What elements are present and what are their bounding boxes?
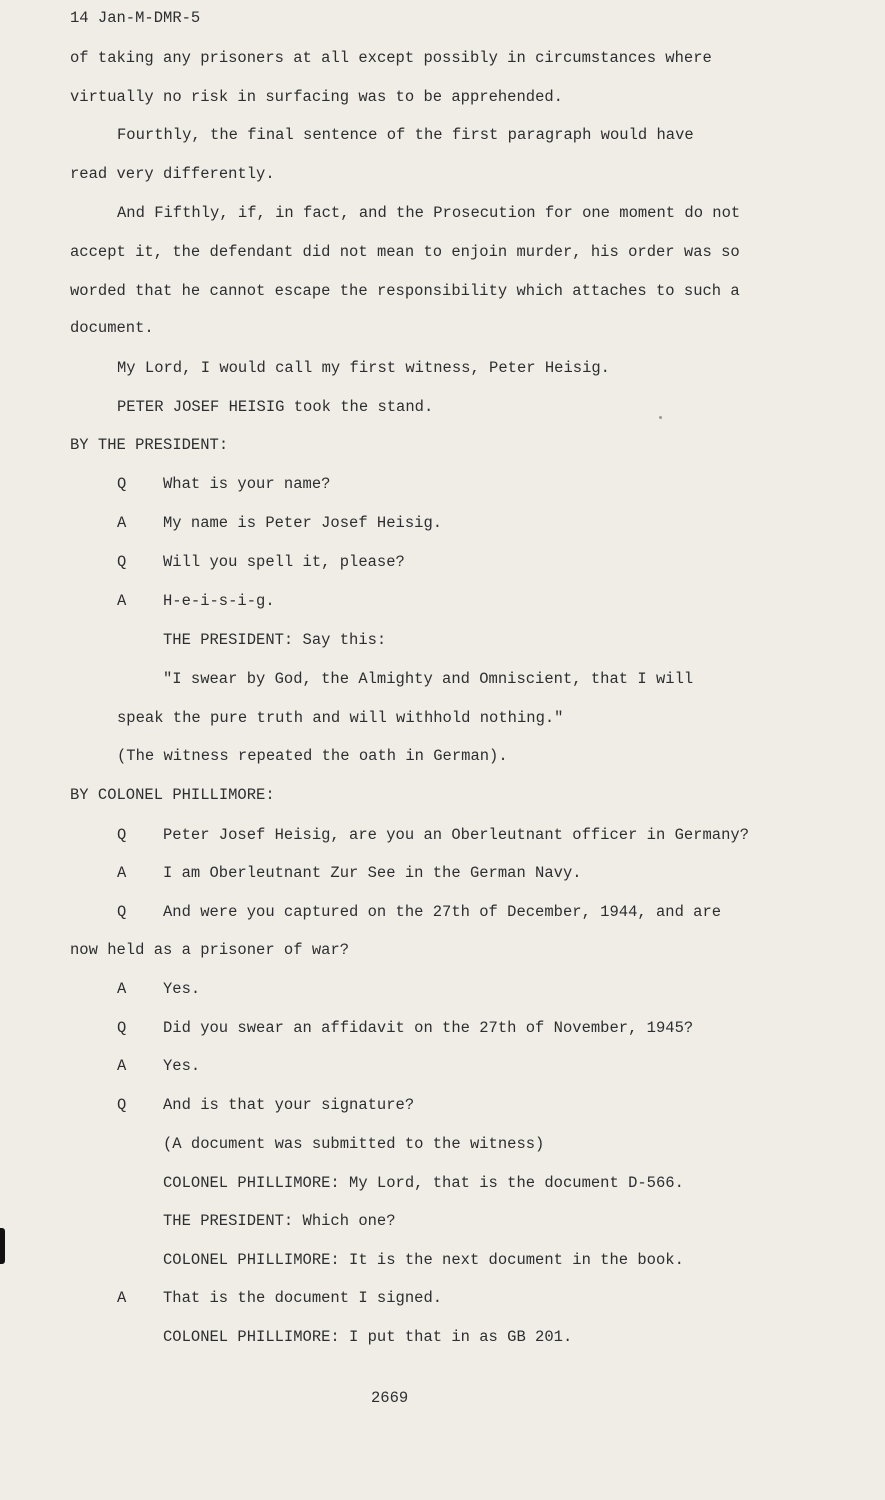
page-number: 2669 [371,1389,409,1407]
speaker-label: Q [117,1019,127,1037]
text-line: And were you captured on the 27th of December, 1944, and are [163,903,722,921]
text-line: of taking any prisoners at all except possibly in circumstances where [70,49,712,67]
text-line: PETER JOSEF HEISIG took the stand. [117,398,434,416]
text-line: My name is Peter Josef Heisig. [163,514,443,532]
text-line: What is your name? [163,475,331,493]
text-line: worded that he cannot escape the responsibility which attaches to such a [70,282,740,300]
speaker-label: A [117,592,127,610]
scan-edge-mark [0,1228,5,1264]
page-header: 14 Jan-M-DMR-5 [70,9,201,27]
text-line: Yes. [163,980,201,998]
text-line: "I swear by God, the Almighty and Omniscient, that I will [163,670,694,688]
text-line: read very differently. [70,165,275,183]
text-line: Did you swear an affidavit on the 27th of November, 1945? [163,1019,694,1037]
speaker-label: A [117,1057,127,1075]
text-line: speak the pure truth and will withhold nothing." [117,709,564,727]
text-line: Peter Josef Heisig, are you an Oberleutnant officer in Germany? [163,826,749,844]
speaker-label: Q [117,475,127,493]
speaker-label: A [117,980,127,998]
text-line: document. [70,319,154,337]
text-line: (The witness repeated the oath in German). [117,747,508,765]
text-line: And Fifthly, if, in fact, and the Prosecution for one moment do not [117,204,741,222]
text-line: THE PRESIDENT: Say this: [163,631,387,649]
speaker-label: Q [117,903,127,921]
speaker-label: Q [117,1096,127,1114]
section-heading: BY THE PRESIDENT: [70,436,229,454]
text-line: Will you spell it, please? [163,553,405,571]
text-line: I am Oberleutnant Zur See in the German Navy. [163,864,582,882]
speaker-label: A [117,864,127,882]
speaker-label: A [117,514,127,532]
text-line: That is the document I signed. [163,1289,443,1307]
speaker-label: A [117,1289,127,1307]
text-line: (A document was submitted to the witness) [163,1135,545,1153]
text-line: And is that your signature? [163,1096,415,1114]
speck [659,416,662,419]
text-line: Fourthly, the final sentence of the first paragraph would have [117,126,694,144]
text-line: THE PRESIDENT: Which one? [163,1212,396,1230]
text-line: accept it, the defendant did not mean to enjoin murder, his order was so [70,243,740,261]
text-line: now held as a prisoner of war? [70,941,350,959]
speaker-label: Q [117,553,127,571]
text-line: COLONEL PHILLIMORE: My Lord, that is the document D-566. [163,1174,684,1192]
text-line: Yes. [163,1057,201,1075]
text-line: H-e-i-s-i-g. [163,592,275,610]
section-heading: BY COLONEL PHILLIMORE: [70,786,275,804]
text-line: virtually no risk in surfacing was to be apprehended. [70,88,563,106]
text-line: COLONEL PHILLIMORE: I put that in as GB 201. [163,1328,573,1346]
speaker-label: Q [117,826,127,844]
text-line: COLONEL PHILLIMORE: It is the next document in the book. [163,1251,684,1269]
text-line: My Lord, I would call my first witness, Peter Heisig. [117,359,610,377]
